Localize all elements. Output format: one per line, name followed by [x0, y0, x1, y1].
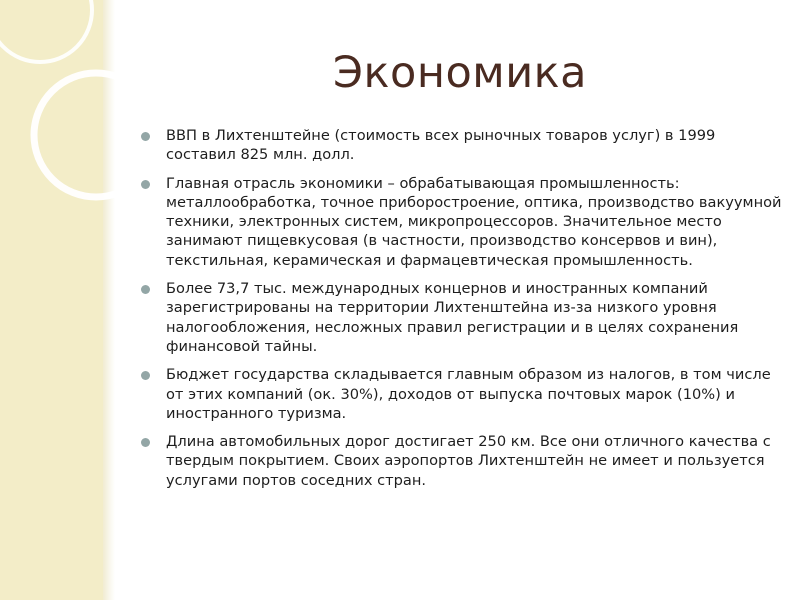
slide-title: Экономика: [333, 48, 587, 98]
left-decorative-band: [0, 0, 103, 600]
bullet-dot-icon: [141, 438, 150, 447]
bullet-text: Бюджет государства складывается главным образом из налогов, в том числе от этих компаний (ок. 30%), доходов от выпуска почтовых марок (10%) и иностранного туризма.: [166, 366, 771, 422]
bullet-text: ВВП в Лихтенштейне (стоимость всех рыночных товаров услуг) в 1999 составил 825 млн. долл.: [166, 127, 716, 164]
bullet-item-industry: [132, 174, 782, 270]
bullet-text: Длина автомобильных дорог достигает 250 км. Все они отличного качества с твердым покрытием. Своих аэропортов Лихтенштейн не имеет и пользуется услугами портов соседних стран.: [166, 433, 771, 489]
bullet-item-budget: [132, 365, 782, 423]
bullet-item-gdp: [132, 126, 782, 165]
bullet-dot-icon: [141, 180, 150, 189]
bullet-item-roads: [132, 432, 782, 490]
left-band-shadow-edge: [103, 0, 115, 600]
bullet-text: Главная отрасль экономики – обрабатывающая промышленность: металлообработка, точное приборостроение, оптика, производство вакуумной техники, электронных систем, микропроцессоров. Значительное место занимают пищевкусовая (в частности, производство консервов и вин), текстильная, керамическая и фармацевтическая промышленность.: [166, 174, 782, 269]
bullet-dot-icon: [141, 132, 150, 141]
bullet-text: Более 73,7 тыс. международных концернов и иностранных компаний зарегистрированы на территории Лихтенштейна из-за низкого уровня налогообложения, несложных правил регистрации и в целях сохранения финансовой тайны.: [166, 280, 739, 355]
bullet-list: [132, 126, 782, 499]
bullet-dot-icon: [141, 285, 150, 294]
bullet-dot-icon: [141, 371, 150, 380]
bullet-item-companies: [132, 279, 782, 356]
